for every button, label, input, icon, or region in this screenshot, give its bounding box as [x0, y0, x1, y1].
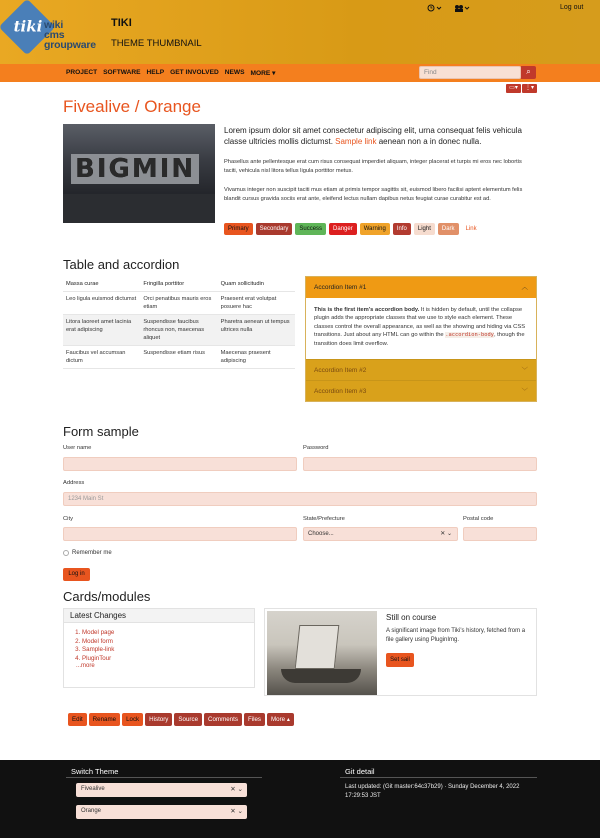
table-cell: Litora laoreet amet lacinia erat adipiscing — [66, 319, 132, 333]
radio-icon — [63, 550, 69, 556]
theme-select[interactable]: Fivealive ✕ ⌄ — [76, 783, 247, 797]
still-on-course-card — [264, 608, 537, 696]
showcase-button-secondary[interactable]: Secondary — [256, 223, 293, 235]
address-label: Address — [63, 480, 85, 486]
nav-project[interactable]: PROJECT — [66, 69, 98, 76]
state-select[interactable]: Choose... ✕ ⌄ — [303, 527, 458, 541]
password-label: Password — [303, 445, 329, 451]
action-button-rename[interactable]: Rename — [89, 713, 120, 726]
chevron-up-icon: ︿ — [521, 284, 528, 291]
monitor-icon[interactable]: ▭▾ — [506, 84, 521, 93]
form-heading: Form sample — [63, 424, 139, 439]
showcase-button-light[interactable]: Light — [414, 223, 435, 235]
action-button-history[interactable]: History — [145, 713, 172, 726]
latest-changes-card — [63, 608, 255, 688]
card-text: A significant image from Tiki's history, fetched from a file gallery using PluginImg. — [386, 628, 526, 643]
switch-theme-heading: Switch Theme — [71, 767, 119, 776]
card-title: Still on course — [386, 613, 437, 622]
postal-label: Postal code — [463, 516, 494, 522]
city-label: City — [63, 516, 73, 522]
action-button-comments[interactable]: Comments — [204, 713, 242, 726]
action-button-source[interactable]: Source — [174, 713, 202, 726]
page-title: Fivealive / Orange — [63, 97, 201, 116]
table-cell: Suspendisse faucibus rhoncus non, maecenas aliquet — [143, 319, 205, 341]
nav-news[interactable]: NEWS — [224, 69, 245, 76]
nav-more-dropdown[interactable]: MORE ▾ — [250, 70, 276, 77]
sample-table — [63, 277, 295, 369]
table-cell: Leo ligula euismod dictumst — [66, 296, 137, 302]
nav-software[interactable]: SOFTWARE — [103, 69, 141, 76]
git-heading: Git detail — [345, 767, 375, 776]
username-field[interactable] — [63, 457, 297, 471]
showcase-button-success[interactable]: Success — [295, 223, 326, 235]
git-detail: Last updated: (Git master:64c37b29) · Sunday December 4, 2022 17:29:53 JST — [345, 784, 520, 799]
action-button-edit[interactable]: Edit — [68, 713, 87, 726]
login-button[interactable]: Log in — [63, 568, 90, 581]
tiki-logo[interactable] — [4, 4, 108, 60]
latest-changes-title: Latest Changes — [64, 609, 254, 623]
ship-image — [267, 611, 377, 695]
table-cell: Orci penatibus mauris eros etiam — [143, 296, 212, 310]
tiki-logo-mark: tiki — [0, 0, 55, 55]
action-button-lock[interactable]: Lock — [122, 713, 143, 726]
search-input[interactable]: Find — [419, 66, 521, 79]
cards-heading: Cards/modules — [63, 589, 151, 604]
latest-item[interactable]: 3. Sample-link — [82, 646, 254, 655]
footer-divider — [340, 777, 537, 778]
paragraph-2: Vivamus integer non suscipit taciti mus etiam at primis tempor sagittis sit, euismod libero facilisi aptent elementum felis blandit cursus gravida sociis erat ante, eleifend lectus nullam dapibus netus feugiat curae curabitur est ad. — [224, 187, 523, 202]
sample-link[interactable]: Sample link — [335, 137, 377, 146]
lead-paragraph: Lorem ipsum dolor sit amet consectetur adipiscing elit, urna consequat felis vehicula classe ultricies mollis dictumst. Sample link aenean non a in donec nulla. — [224, 126, 522, 146]
table-header: Massa curae — [66, 281, 99, 287]
accordion — [305, 276, 537, 402]
ship-sail — [295, 625, 340, 669]
set-sail-button[interactable]: Set sail — [386, 653, 414, 667]
table-row — [63, 346, 295, 369]
address-field[interactable]: 1234 Main St — [63, 492, 537, 506]
table-header: Quam sollicitudin — [220, 281, 264, 287]
site-header — [0, 0, 600, 64]
table-section-heading: Table and accordion — [63, 257, 180, 272]
showcase-button-dark[interactable]: Dark — [438, 223, 459, 235]
table-cell: Maecenas praesent adipiscing — [220, 350, 271, 364]
vertical-dots-icon[interactable]: ⋮▾ — [522, 84, 537, 93]
latest-item[interactable]: 1. Model page — [82, 629, 254, 638]
table-cell: Praesent erat volutpat posuere hac — [220, 296, 277, 310]
paragraph-1: Phasellus ante pellentesque erat cum risus consequat imperdiet aliquam, integer placerat et turpis mi eros nec lobortis taciti, vehicula nisl litora tellus ligula porttitor metus. — [224, 159, 522, 174]
latest-item[interactable]: 4. PluginTour — [82, 655, 254, 664]
table-cell: Suspendisse etiam risus — [143, 350, 205, 356]
ship-hull — [281, 669, 361, 683]
accordion-item-3-header[interactable]: Accordion Item #3 ﹀ — [306, 380, 536, 401]
logo-wordmark: wiki cms groupware — [44, 19, 96, 51]
showcase-button-warning[interactable]: Warning — [360, 223, 390, 235]
username-label: User name — [63, 445, 92, 451]
state-label: State/Prefecture — [303, 516, 345, 522]
nav-help[interactable]: HELP — [146, 69, 165, 76]
site-title: TIKI — [111, 17, 132, 29]
table-header-row — [63, 277, 295, 292]
page-actions — [68, 713, 294, 726]
nav-get-involved[interactable]: GET INVOLVED — [170, 69, 219, 76]
chevron-down-icon: ﹀ — [521, 367, 528, 374]
footer-divider — [66, 777, 262, 778]
search-icon[interactable]: ⌕ — [521, 66, 536, 79]
table-cell: Pharetra aenean ut tempus ultrices nulla — [220, 319, 290, 333]
showcase-button-info[interactable]: Info — [393, 223, 411, 235]
clock-icon[interactable] — [427, 4, 443, 14]
city-field[interactable] — [63, 527, 297, 541]
showcase-button-danger[interactable]: Danger — [329, 223, 357, 235]
table-row — [63, 315, 295, 346]
clear-chevron-icon: ✕ ⌄ — [230, 786, 243, 793]
office-sign: BIGMIN — [71, 154, 199, 184]
clear-chevron-icon: ✕ ⌄ — [230, 808, 243, 815]
latest-item[interactable]: 2. Model form — [82, 638, 254, 647]
photo-desks — [63, 194, 215, 223]
remember-checkbox[interactable]: Remember me — [63, 550, 112, 556]
page-tools — [506, 84, 537, 93]
theme-option-select[interactable]: Orange ✕ ⌄ — [76, 805, 247, 819]
clear-chevron-icon: ✕ ⌄ — [440, 531, 452, 537]
action-button-more[interactable]: More ▴ — [267, 713, 294, 726]
button-showcase — [224, 223, 481, 235]
password-field[interactable] — [303, 457, 537, 471]
more-link[interactable]: ...more — [76, 663, 95, 669]
chevron-down-icon: ﹀ — [521, 388, 528, 395]
office-photo — [63, 124, 215, 223]
users-icon[interactable] — [454, 4, 470, 14]
accordion-body: This is the first item's accordion body. It is hidden by default, until the collapse plugin adds the appropriate classes that we use to style each element. These classes control the overall appearance, as well as the showing and hiding via CSS transitions. Just about any HTML can go within the .accordion-body, though the transition does limit overflow. — [314, 307, 526, 347]
table-cell: Faucibus vel accumsan dictum — [66, 350, 126, 364]
table-header: Fringilla porttitor — [143, 281, 185, 287]
action-button-files[interactable]: Files — [244, 713, 265, 726]
showcase-button-link[interactable]: Link — [465, 226, 477, 232]
site-subtitle: THEME THUMBNAIL — [111, 38, 202, 49]
postal-field[interactable] — [463, 527, 537, 541]
table-row — [63, 292, 295, 315]
accordion-item-2-header[interactable]: Accordion Item #2 ﹀ — [306, 359, 536, 380]
logout-link[interactable]: Log out — [560, 4, 584, 11]
showcase-button-primary[interactable]: Primary — [224, 223, 253, 235]
accordion-item-1-header[interactable]: Accordion Item #1 ︿ — [306, 277, 536, 298]
